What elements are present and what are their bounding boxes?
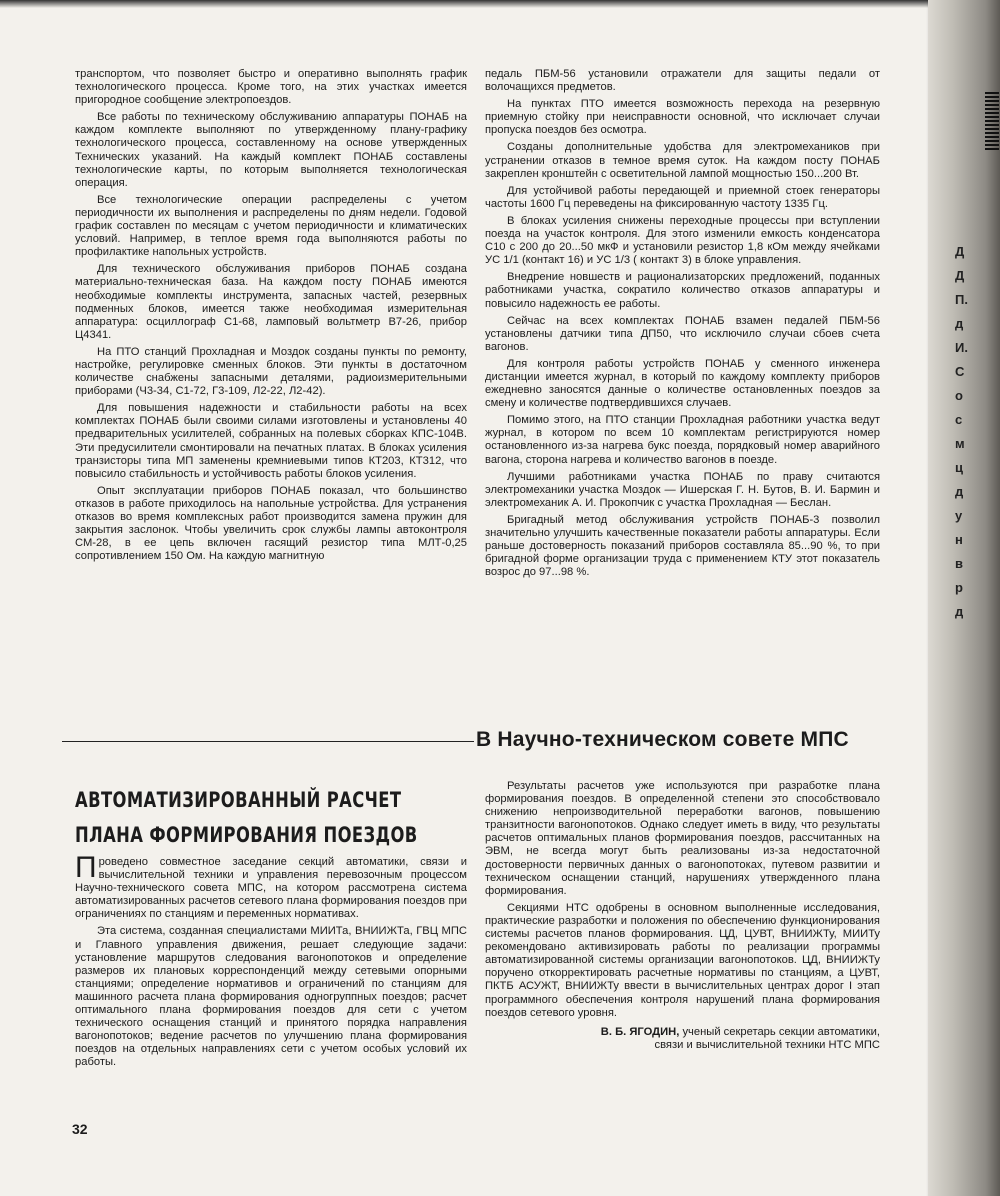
edge-glyph: н — [955, 532, 963, 547]
edge-glyph: И. — [955, 340, 968, 355]
edge-glyph: С — [955, 364, 965, 379]
edge-glyph: с — [955, 412, 963, 427]
edge-glyph: П. — [955, 292, 968, 307]
edge-glyph: д — [955, 604, 964, 619]
article-column-4 — [485, 780, 880, 1052]
paragraph: Эта система, созданная специалистами МИИТа, ВНИИЖТа, ГВЦ МПС и Главного управления движения, решает следующие задачи: установление маршрутов следования вагонопотоков и определение размеров их плановых корреспонденций между сетевыми опорными станциями; определение нормативов и ограничений по станциям для машинного расчета плана формирования одногруппных поездов; расчет оптимального плана формирования поездов для сети с учетом технического оснащения станций и принятого порядка направления вагонопотоков; ведение расчетов по улучшению плана формирования поездов на отдельных направлениях сети с учетом особых условий их работы. — [75, 925, 467, 1069]
author-role-2: связи и вычислительной техники НТС МПС — [654, 1038, 880, 1051]
headline-line-2: ПЛАНА ФОРМИРОВАНИЯ ПОЕЗДОВ — [75, 823, 418, 847]
section-title: В Научно-техническом совете МПС — [476, 728, 849, 751]
paragraph: Результаты расчетов уже используются при разработке плана формирования поездов. В определенной степени это способствовало снижению непроизводительной переработки вагонов, повышению транзитности вагонопотоков. Однако следует иметь в виду, что результаты расчетов оптимальных планов формирования поездов, рассчитанных на ЭВМ, не всегда могут быть реализованы из-за недостаточной достоверности первичных данных о вагонопотоках, путевом развитии и техническом оснащении станций, нарушениях утвержденного плана формирования. — [485, 780, 880, 897]
author-signature — [485, 1026, 880, 1052]
article-column-1 — [75, 68, 467, 567]
paragraph: Для повышения надежности и стабильности работы на всех комплектах ПОНАБ были своими силами изготовлены и установлены 40 предварительных усилителей, собранных на полевых сборках КПС-104В. Эти предусилители смонтировали на печатных платах. В блоках усиления транзисторы типа МП заменены кремниевыми типов КТ203, КТ312, что повысило стабильность и устойчивость работы блоков усиления. — [75, 402, 467, 480]
scan-top-edge — [0, 0, 1000, 8]
author-role-1: ученый секретарь секции автоматики, — [682, 1025, 880, 1038]
adjacent-page-glyphs — [955, 240, 995, 624]
paragraph: Для устойчивой работы передающей и приемной стоек генераторы частоты 1600 Гц переведены на фиксированную частоту 1335 Гц. — [485, 184, 880, 210]
article-column-3 — [75, 851, 467, 1074]
author-name: В. Б. ЯГОДИН, — [600, 1025, 680, 1038]
paragraph: Сейчас на всех комплектах ПОНАБ взамен педалей ПБМ-56 установлены датчики типа ДП50, что исключило случаи сбоев счета вагонов. — [485, 314, 880, 353]
paragraph: Помимо этого, на ПТО станции Прохладная работники участка ведут журнал, в котором по всем 10 комплектам регистрируются номер остановленного из-за нагрева букс поезда, порядковый номер аварийного вагона, сторона нагрева и количество вагонов в поезде. — [485, 414, 880, 466]
paragraph: Секциями НТС одобрены в основном выполненные исследования, практические разработки и положения по обеспечению функционирования системы расчетов планов формирования. ЦД, ЦУВТ, ВНИИЖТу, МИИТу рекомендовано активизировать работы по реализации программы автоматизированной системы организации вагонопотоков. ЦД, ВНИИЖТу поручено откорректировать расчетные нормативы по станциям, а ЦУВТ, ПКТБ АСУЖТ, ВНИИЖТу ввести в вычислительных центрах дорог I этап программного обеспечения контроля нарушений плана формирования поездов сетевого уровня. — [485, 901, 880, 1019]
paragraph: Бригадный метод обслуживания устройств ПОНАБ-3 позволил значительно улучшить качественные показатели работы аппаратуры. Если раньше достоверность показаний приборов составляла 85...90 %, то при бригадной форме организации труда с применением КТУ этот показатель возрос до 97...98 %. — [485, 513, 880, 579]
paragraph: На пунктах ПТО имеется возможность перехода на резервную приемную стойку при неисправности основной, что исключает случаи пропуска поездов без осмотра. — [485, 98, 880, 137]
edge-glyph: у — [955, 508, 963, 523]
paragraph: Созданы дополнительные удобства для электромехаников при устранении отказов в темное время суток. На каждом посту ПОНАБ закреплен кронштейн с осветительной лампой мощностью 150...200 Вт. — [485, 141, 880, 180]
headline-line-1: АВТОМАТИЗИРОВАННЫЙ РАСЧЕТ — [75, 788, 402, 812]
paragraph: Все работы по техническому обслуживанию аппаратуры ПОНАБ на каждом комплекте выполняют по утвержденному плану-графику технологического процесса, составленному на основе утвержденных Технических указаний. На каждый комплект ПОНАБ составлены технологические карты, по которым выполняется технологическая операция. — [75, 111, 467, 189]
edge-glyph: Д — [955, 268, 965, 283]
edge-glyph: Д — [955, 244, 965, 259]
drop-cap: П — [75, 851, 97, 884]
paragraph: Для контроля работы устройств ПОНАБ у сменного инженера дистанции имеется журнал, в который по каждому комплекту приборов ежедневно заносятся данные о количестве остановленных поездов за смену и количестве подтвердившихся случаев. — [485, 357, 880, 410]
lead-text: роведено совместное заседание секций автоматики, связи и вычислительной техники и управления перевозочным процессом Научно-технического совета МПС, на котором рассмотрена система автоматизированных расчетов сетевого плана формирования поездов при ограничениях по станциям и переменных нормативах. — [75, 856, 467, 921]
edge-glyph: в — [955, 556, 963, 571]
article-headline — [75, 783, 418, 853]
edge-glyph: о — [955, 388, 963, 403]
paragraph: Лучшими работниками участка ПОНАБ по праву считаются электромеханики участка Моздок — Ишерская Г. Н. Бутов, В. И. Бармин и электромеханик А. И. Прокопчик с участка Прохладная — Беслан. — [485, 470, 880, 509]
edge-glyph: д — [955, 484, 964, 499]
edge-glyph: д — [955, 316, 964, 331]
paragraph: На ПТО станций Прохладная и Моздок созданы пункты по ремонту, настройке, регулировке сменных блоков. Эти пункты в достаточном количестве снабжены запасными деталями, радиоизмерительными приборами (Ч3-34, С1-72, Г3-109, Л2-22, Л2-42). — [75, 345, 467, 398]
paragraph: В блоках усиления снижены переходные процессы при вступлении поезда на участок контроля. Для этого изменили емкость конденсатора С10 с 200 до 20...50 мкФ и установили резистор 1,8 кОм между ячейками УС 1/1 (контакт 16) и УС 1/3 ( контакт 3) в блоке управления. — [485, 214, 880, 267]
page-number: 32 — [72, 1121, 88, 1137]
paragraph: Опыт эксплуатации приборов ПОНАБ показал, что большинство отказов в работе приходилось на напольные устройства. Для устранения отказов во время комплексных работ производится замена пружин для закрытия заслонок. Чтобы увеличить срок службы лампы автоконтроля СМ-28, в ее цепь включен гасящий резистор типа МЛТ-0,25 сопротивлением 150 Ом. На каждую магнитную — [75, 484, 467, 563]
article-column-2 — [485, 68, 880, 583]
section-rule — [62, 741, 474, 742]
edge-glyph: ц — [955, 460, 963, 475]
paragraph: педаль ПБМ-56 установили отражатели для защиты педали от волочащихся предметов. — [485, 68, 880, 94]
edge-marks — [985, 90, 999, 150]
paragraph: Все технологические операции распределены с учетом периодичности их выполнения и распределены по дням недели. Годовой график составлен по месяцам с учетом периодичности и климатических условий. Например, в теплое время года выполняются работы по профилактике напольных устройств. — [75, 193, 467, 259]
paragraph: транспортом, что позволяет быстро и оперативно выполнять график технологического процесса. Кроме того, на этих участках имеется пригородное сообщение электропоездов. — [75, 68, 467, 107]
paragraph: Внедрение новшеств и рационализаторских предложений, поданных работниками участка, сократило количество отказов аппаратуры и повысило надежность ее работы. — [485, 271, 880, 310]
lead-paragraph — [75, 851, 467, 921]
edge-glyph: р — [955, 580, 963, 595]
edge-glyph: м — [955, 436, 965, 451]
paragraph: Для технического обслуживания приборов ПОНАБ создана материально-техническая база. На каждом посту ПОНАБ имеются необходимые комплекты инструмента, запасных частей, резервных подменных блоков, имеется также необходимая измерительная аппаратура: осциллограф С1-68, ламповый вольтметр В7-26, прибор Ц4341. — [75, 263, 467, 341]
